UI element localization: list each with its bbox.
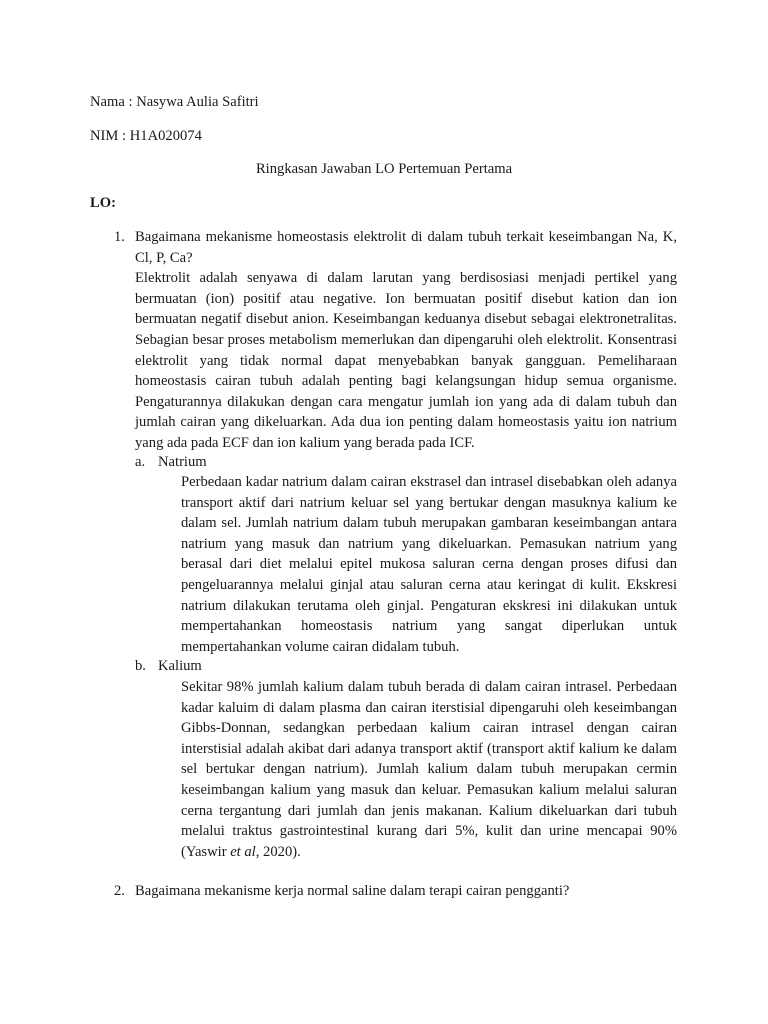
subitem-text: [181, 677, 677, 862]
item-number: 1.: [114, 229, 125, 245]
question-text: Bagaimana mekanisme homeostasis elektrolit di dalam tubuh terkait keseimbangan Na, K, Cl, P, Ca?: [135, 229, 677, 266]
lo-label: LO:: [90, 195, 116, 211]
citation-italic: et al: [230, 843, 256, 860]
kalium-text: [181, 677, 677, 862]
student-nim: NIM : H1A020074: [90, 128, 202, 144]
subitem-letter: a.: [135, 454, 146, 470]
item-1-block: [135, 227, 677, 454]
subitem-heading: Kalium: [158, 658, 202, 674]
natrium-text: Perbedaan kadar natrium dalam cairan ekstrasel dan intrasel disebabkan oleh adanya transport aktif dari natrium keluar sel yang bertukar dengan masuknya kalium ke dalam sel. Jumlah natrium dalam tubuh merupakan gambaran keseimbangan antara natrium yang masuk dan natrium yang dikeluarkan. Pemasukan natrium yang berasal dari diet melalui epitel mukosa saluran cerna dengan proses difusi dan pengeluarannya melalui ginjal atau saluran cerna atau keringat di kulit. Ekskresi natrium dilakukan terutama oleh ginjal. Pengaturan ekskresi ini dilakukan untuk mempertahankan homeostasis natrium yang sangat diperlukan untuk mempertahankan volume cairan didalam tubuh.: [181, 474, 677, 655]
kalium-body: Sekitar 98% jumlah kalium dalam tubuh berada di dalam cairan intrasel. Perbedaan kadar kaluim di dalam plasma dan cairan iterstisial dipengaruhi oleh keseimbangan Gibbs-Donnan, sedangkan perbedaan kalium cairan intrasel dengan cairan interstisial adalah akibat dari adanya transport aktif (transport aktif kalium ke dalam sel bertukar dengan natrium). Jumlah kalium dalam tubuh merupakan cermin keseimbangan kalium yang masuk dan keluar. Pemasukan kalium melalui saluran cerna tergantung dari jumlah dan jenis makanan. Kalium dikeluarkan dari tubuh melalui traktus gastrointestinal kurang dari 5%, kulit dan urine mencapai 90% (Yaswir: [181, 679, 677, 860]
document-title: Ringkasan Jawaban LO Pertemuan Pertama: [255, 161, 513, 177]
subitem-letter: b.: [135, 658, 146, 674]
student-name: Nama : Nasywa Aulia Safitri: [90, 94, 259, 110]
subitem-heading: Natrium: [158, 454, 207, 470]
citation-tail: , 2020).: [255, 843, 301, 860]
item-number: 2.: [114, 883, 125, 899]
answer-text: Elektrolit adalah senyawa di dalam larutan yang berdisosiasi menjadi pertikel yang bermuatan (ion) positif atau negative. Ion bermuatan positif disebut kation dan ion bermuatan negatif disebut anion. Keseimbangan keduanya disebut sebagai elektronetralitas. Sebagian besar proses metabolism memerlukan dan dipengaruhi oleh elektrolit. Konsentrasi elektrolit yang tidak normal dapat menyebabkan banyak gangguan. Pemeliharaan homeostasis cairan tubuh adalah penting bagi kelangsungan hidup semua organisme. Pengaturannya dilakukan dengan cara mengatur jumlah ion yang ada di dalam tubuh dan jumlah cairan yang dikeluarkan. Ada dua ion penting dalam homeostasis yaitu ion natrium yang ada pada ECF dan ion kalium yang berada pada ICF.: [135, 270, 677, 451]
question-text: Bagaimana mekanisme kerja normal saline dalam terapi cairan pengganti?: [135, 883, 570, 899]
subitem-text: [181, 472, 677, 657]
